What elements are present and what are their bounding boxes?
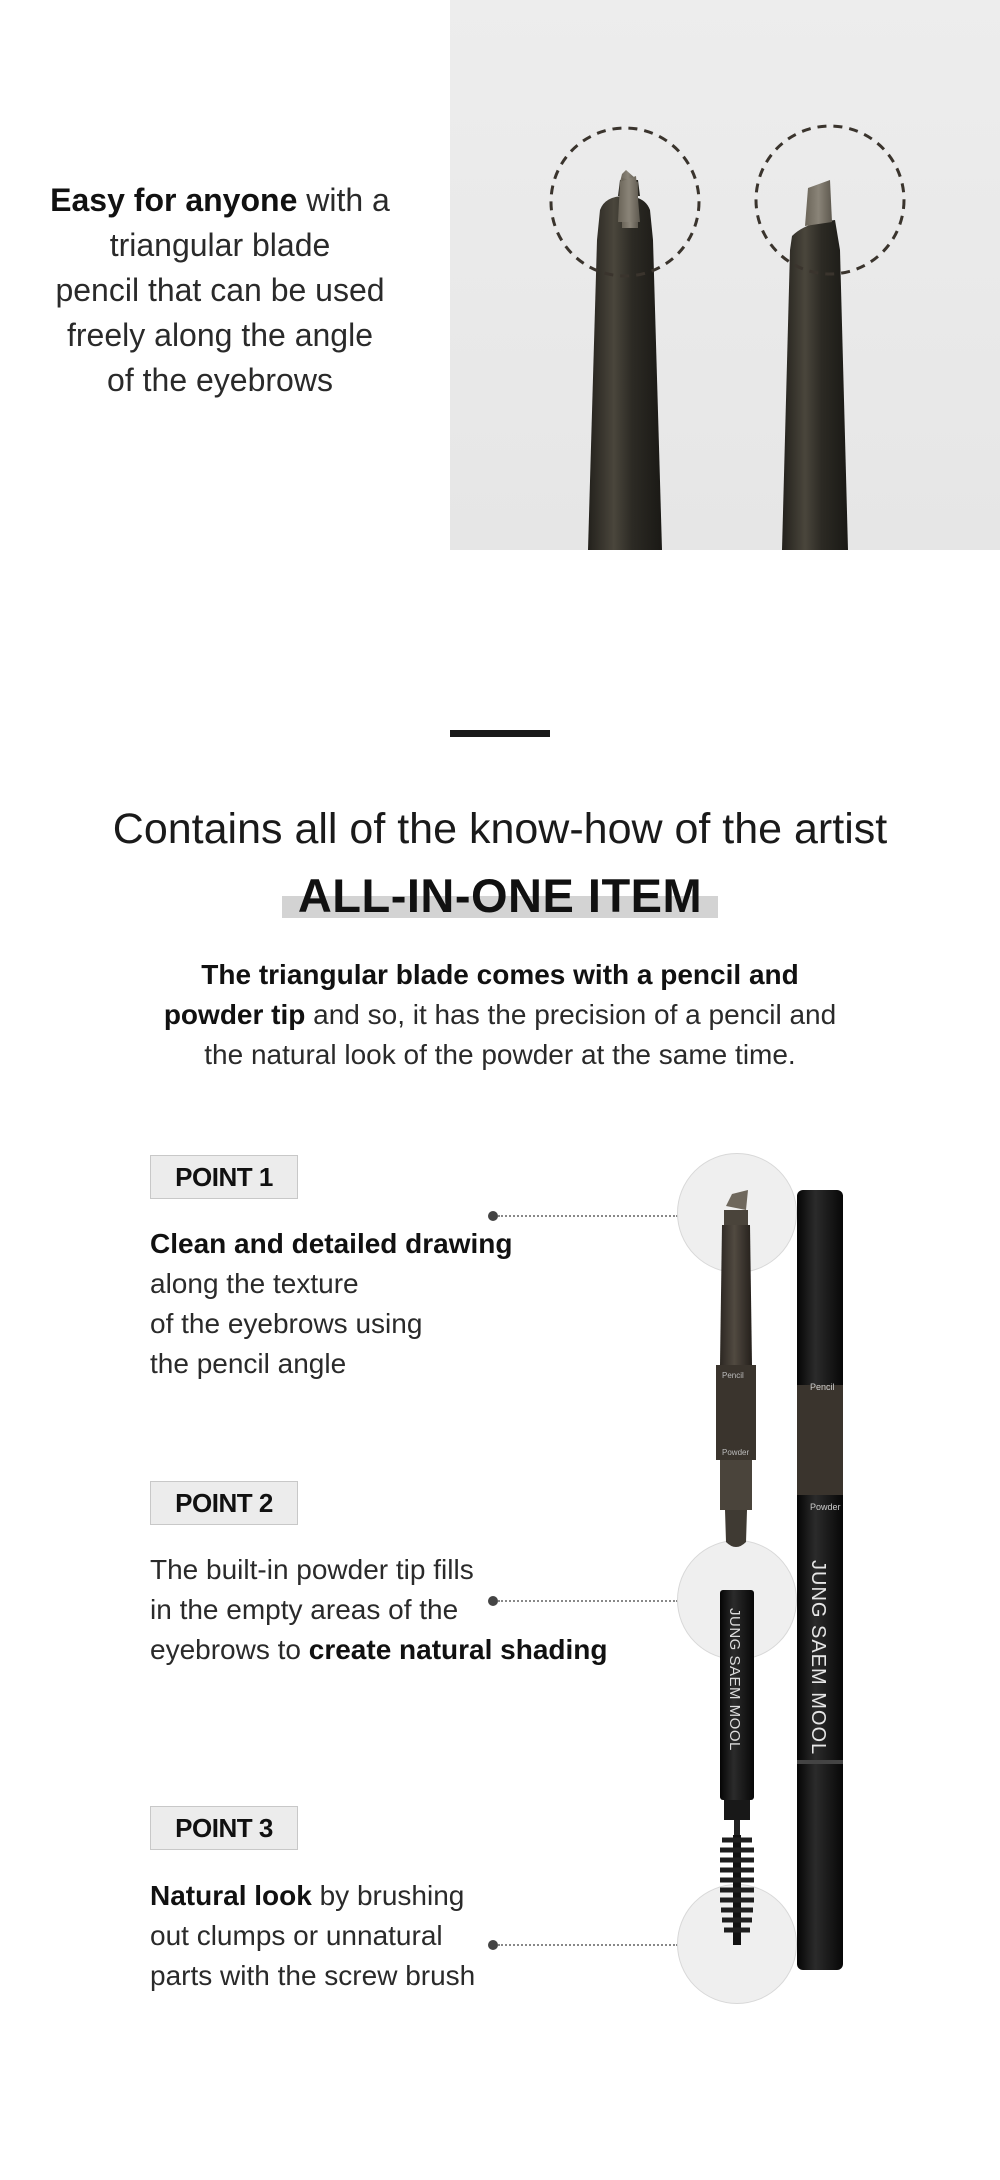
point-3-bold: Natural look xyxy=(150,1880,312,1911)
point-2-leader xyxy=(498,1600,678,1602)
pencil-case xyxy=(797,1190,843,1970)
product-illustration xyxy=(700,1180,850,1980)
point-2-dot xyxy=(488,1596,498,1606)
section-description xyxy=(80,955,920,1075)
pencil-label: Pencil xyxy=(722,1371,744,1380)
desc-line3: the natural look of the powder at the same time. xyxy=(204,1039,796,1070)
point-3-line3: parts with the screw brush xyxy=(150,1960,476,1991)
intro-line1-rest: with a xyxy=(297,182,390,218)
all-in-one-title xyxy=(282,868,718,922)
point-3-text xyxy=(150,1876,710,1996)
point-2-line1: The built-in powder tip fills xyxy=(150,1554,474,1585)
point-3-badge: POINT 3 xyxy=(150,1806,298,1850)
intro-bold: Easy for anyone xyxy=(50,182,298,218)
point-2-line3-bold: create natural shading xyxy=(308,1634,608,1665)
desc-line1: The triangular blade comes with a pencil and xyxy=(201,959,799,990)
intro-line2: triangular blade xyxy=(109,227,331,263)
right-pencil xyxy=(782,180,848,550)
case-powder-label: Powder xyxy=(810,1502,841,1512)
point-1-line3: of the eyebrows using xyxy=(150,1308,423,1339)
point-3-dot xyxy=(488,1940,498,1950)
point-1-dot xyxy=(488,1211,498,1221)
section-headline: Contains all of the know-how of the artist xyxy=(112,805,888,853)
pencil-tips-photo xyxy=(450,0,1000,550)
intro-text xyxy=(30,178,410,403)
intro-line5: of the eyebrows xyxy=(107,362,333,398)
point-2-line3-plain: eyebrows to xyxy=(150,1634,309,1665)
all-in-one-title-text: ALL-IN-ONE ITEM xyxy=(297,869,703,922)
point-3-line2: out clumps or unnatural xyxy=(150,1920,443,1951)
point-1-leader xyxy=(498,1215,678,1217)
point-2-text xyxy=(150,1550,710,1670)
case-brand-text: JUNG SAEM MOOL xyxy=(807,1560,829,1756)
point-1-text xyxy=(150,1224,710,1384)
point-2-line2: in the empty areas of the xyxy=(150,1594,459,1625)
powder-label: Powder xyxy=(722,1448,750,1457)
point-2-badge: POINT 2 xyxy=(150,1481,298,1525)
case-pencil-label: Pencil xyxy=(810,1382,835,1392)
desc-line2-rest: and so, it has the precision of a pencil and xyxy=(305,999,837,1030)
desc-line2-bold: powder tip xyxy=(163,999,306,1030)
intro-line4: freely along the angle xyxy=(67,317,373,353)
intro-line3: pencil that can be used xyxy=(55,272,385,308)
left-pencil xyxy=(588,170,662,550)
point-1-line2: along the texture xyxy=(150,1268,359,1299)
cap-brand-text: JUNG SAEM MOOL xyxy=(726,1608,743,1751)
brush-cap xyxy=(720,1590,754,1945)
point-3-leader xyxy=(498,1944,678,1946)
pencil-tips-illustration xyxy=(450,0,1000,550)
point-1-badge: POINT 1 xyxy=(150,1155,298,1199)
point-1-bold: Clean and detailed drawing xyxy=(150,1228,513,1259)
pencil-body xyxy=(716,1190,756,1547)
spoolie-brush xyxy=(720,1835,754,1945)
point-1-line4: the pencil angle xyxy=(150,1348,347,1379)
point-3-line1-rest: by brushing xyxy=(311,1880,465,1911)
section-divider xyxy=(450,730,550,737)
